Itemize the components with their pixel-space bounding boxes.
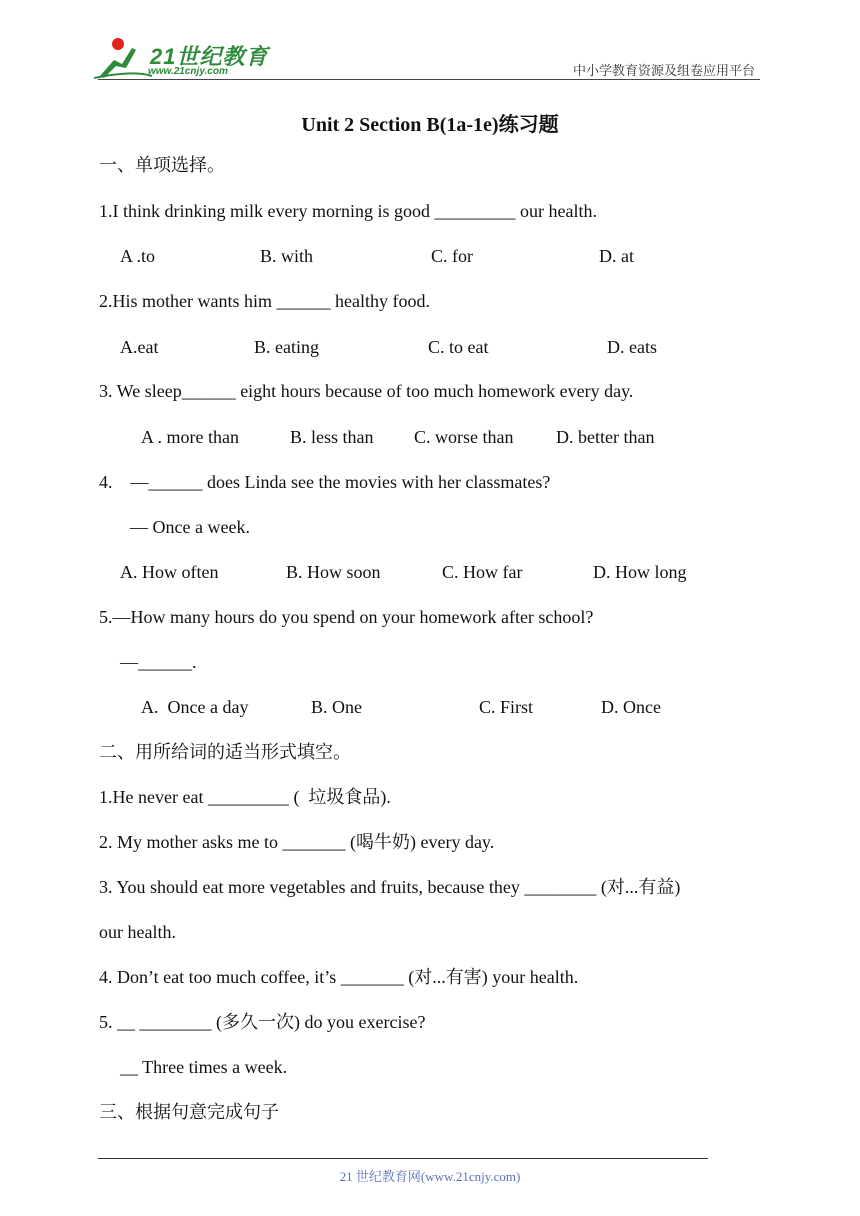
question-text: 1.I think drinking milk every morning is good _________ our health. [99, 201, 597, 221]
option-a: A.eat [120, 337, 159, 357]
question-text: 3. We sleep______ eight hours because of too much homework every day. [99, 381, 634, 401]
section-heading: 二、用所给词的适当形式填空。 [99, 742, 351, 762]
option-c: C. How far [442, 562, 523, 582]
option-d: D. How long [593, 562, 687, 582]
fill-line: 5. __ ________ (多久一次) do you exercise? [99, 1012, 426, 1032]
fill-line: 3. You should eat more vegetables and fruits, because they ________ (对...有益) [99, 877, 681, 897]
option-d: D. at [599, 246, 634, 266]
fill-line: 4. Don’t eat too much coffee, it’s _______ (对...有害) your health. [99, 967, 579, 987]
fill-line: 2. My mother asks me to _______ (喝牛奶) every day. [99, 832, 495, 852]
header-divider [98, 79, 760, 80]
footer-divider [98, 1158, 708, 1159]
option-d: D. eats [607, 337, 657, 357]
option-b: B. less than [290, 427, 374, 447]
question-text: 2.His mother wants him ______ healthy food. [99, 291, 430, 311]
option-b: B. eating [254, 337, 319, 357]
option-a: A. Once a day [141, 697, 249, 717]
fill-line-continued: our health. [99, 922, 176, 942]
option-d: D. better than [556, 427, 655, 447]
question-text: 5.—How many hours do you spend on your homework after school? [99, 607, 594, 627]
option-a: A .to [120, 246, 156, 266]
option-b: B. One [311, 697, 362, 717]
option-c: C. worse than [414, 427, 514, 447]
option-b: B. How soon [286, 562, 381, 582]
option-a: A. How often [120, 562, 219, 582]
option-b: B. with [260, 246, 314, 266]
option-d: D. Once [601, 697, 661, 717]
option-c: C. to eat [428, 337, 489, 357]
option-c: C. for [431, 246, 473, 266]
page-title: Unit 2 Section B(1a-1e)练习题 [301, 114, 559, 136]
section-heading: 三、根据句意完成句子 [99, 1102, 279, 1122]
footer-text: 21 世纪教育网(www.21cnjy.com) [339, 1169, 521, 1184]
question-reply: — Once a week. [130, 517, 250, 537]
option-c: C. First [479, 697, 534, 717]
fill-line-reply: __ Three times a week. [120, 1057, 288, 1077]
header-platform-text: 中小学教育资源及组卷应用平台 [572, 64, 755, 79]
section-heading: 一、单项选择。 [99, 155, 225, 175]
option-a: A . more than [141, 427, 239, 447]
question-reply: —______. [120, 652, 197, 672]
question-text: 4. —______ does Linda see the movies with her classmates? [99, 472, 551, 492]
fill-line: 1.He never eat _________ ( 垃圾食品). [99, 787, 391, 807]
logo-text: 21世纪教育 [150, 44, 269, 69]
logo-url: www.21cnjy.com [148, 66, 228, 77]
